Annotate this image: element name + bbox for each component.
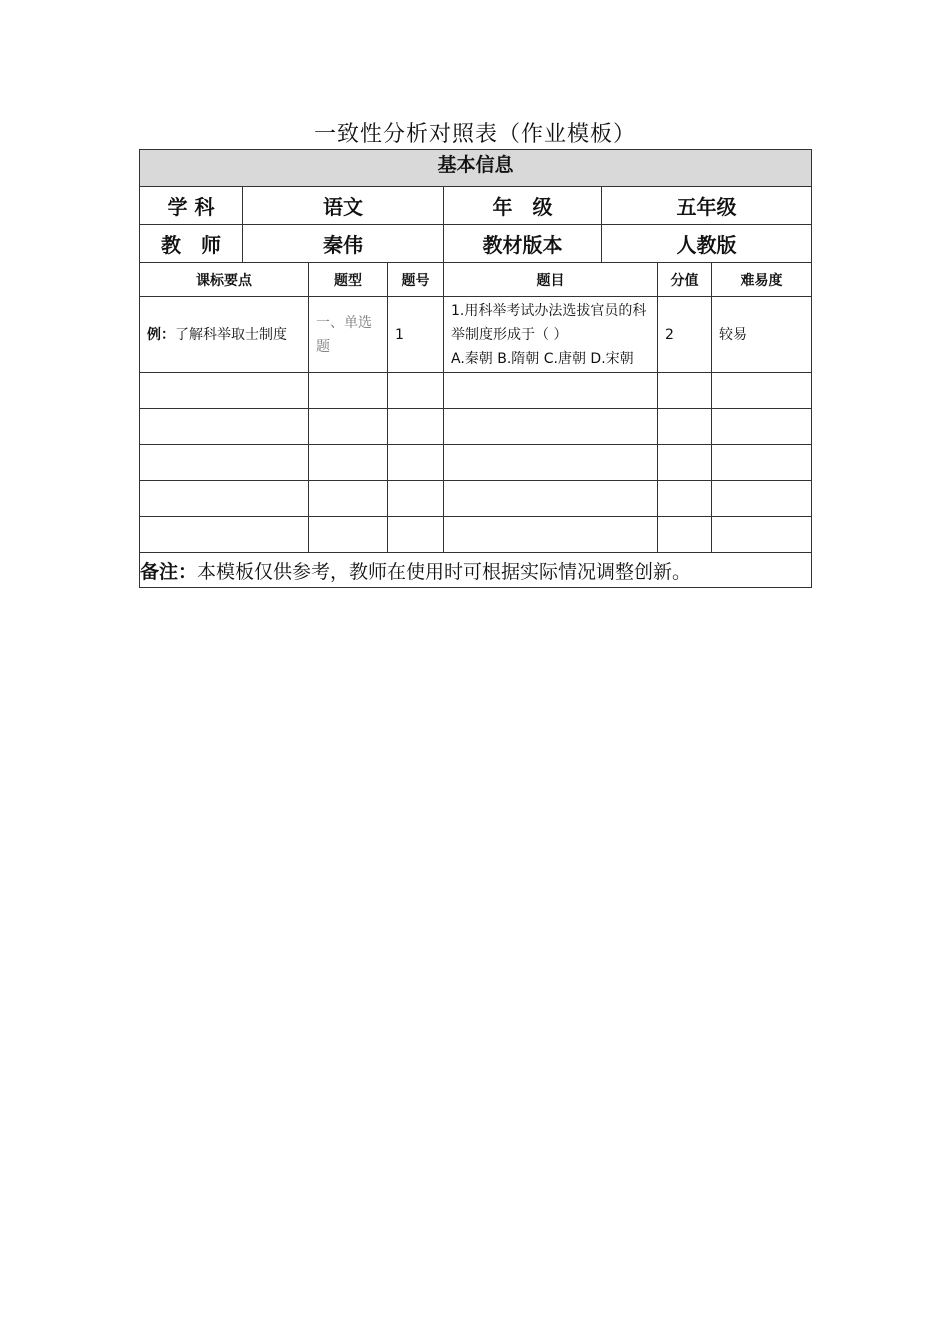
column-header-score: 分值 bbox=[658, 263, 712, 297]
example-number: 1 bbox=[388, 297, 444, 373]
analysis-table bbox=[139, 149, 812, 588]
column-header-question: 题目 bbox=[444, 263, 658, 297]
example-score: 2 bbox=[658, 297, 712, 373]
column-header-number: 题号 bbox=[388, 263, 444, 297]
example-standard: 了解科举取士制度 bbox=[175, 326, 287, 343]
subject-label: 学 科 bbox=[140, 187, 243, 225]
column-header-type: 题型 bbox=[309, 263, 388, 297]
example-prefix: 例： bbox=[147, 326, 175, 343]
example-row bbox=[140, 297, 812, 373]
teacher-label: 教 师 bbox=[140, 225, 243, 263]
table-row bbox=[140, 373, 812, 409]
edition-value: 人教版 bbox=[602, 225, 812, 263]
grade-value: 五年级 bbox=[602, 187, 812, 225]
note-label: 备注： bbox=[140, 560, 198, 583]
example-standard-cell bbox=[140, 297, 309, 373]
example-difficulty: 较易 bbox=[712, 297, 812, 373]
table-row bbox=[140, 481, 812, 517]
document-title: 一致性分析对照表（作业模板） bbox=[313, 122, 636, 147]
note-text: 本模板仅供参考，教师在使用时可根据实际情况调整创新。 bbox=[197, 560, 692, 583]
subject-value: 语文 bbox=[243, 187, 444, 225]
table-row bbox=[140, 409, 812, 445]
teacher-value: 秦伟 bbox=[243, 225, 444, 263]
table-row bbox=[140, 445, 812, 481]
table-row bbox=[140, 517, 812, 553]
example-type: 一、单选题 bbox=[309, 297, 388, 373]
example-options: A.秦朝 B.隋朝 C.唐朝 D.宋朝 bbox=[451, 350, 634, 367]
grade-label: 年 级 bbox=[444, 187, 602, 225]
section-header: 基本信息 bbox=[140, 150, 812, 187]
column-header-difficulty: 难易度 bbox=[712, 263, 812, 297]
edition-label: 教材版本 bbox=[444, 225, 602, 263]
note-cell bbox=[140, 553, 812, 588]
example-question: 1.用科举考试办法选拔官员的科举制度形成于（ ） bbox=[451, 302, 647, 343]
example-question-cell bbox=[444, 297, 658, 373]
column-header-standard: 课标要点 bbox=[140, 263, 309, 297]
